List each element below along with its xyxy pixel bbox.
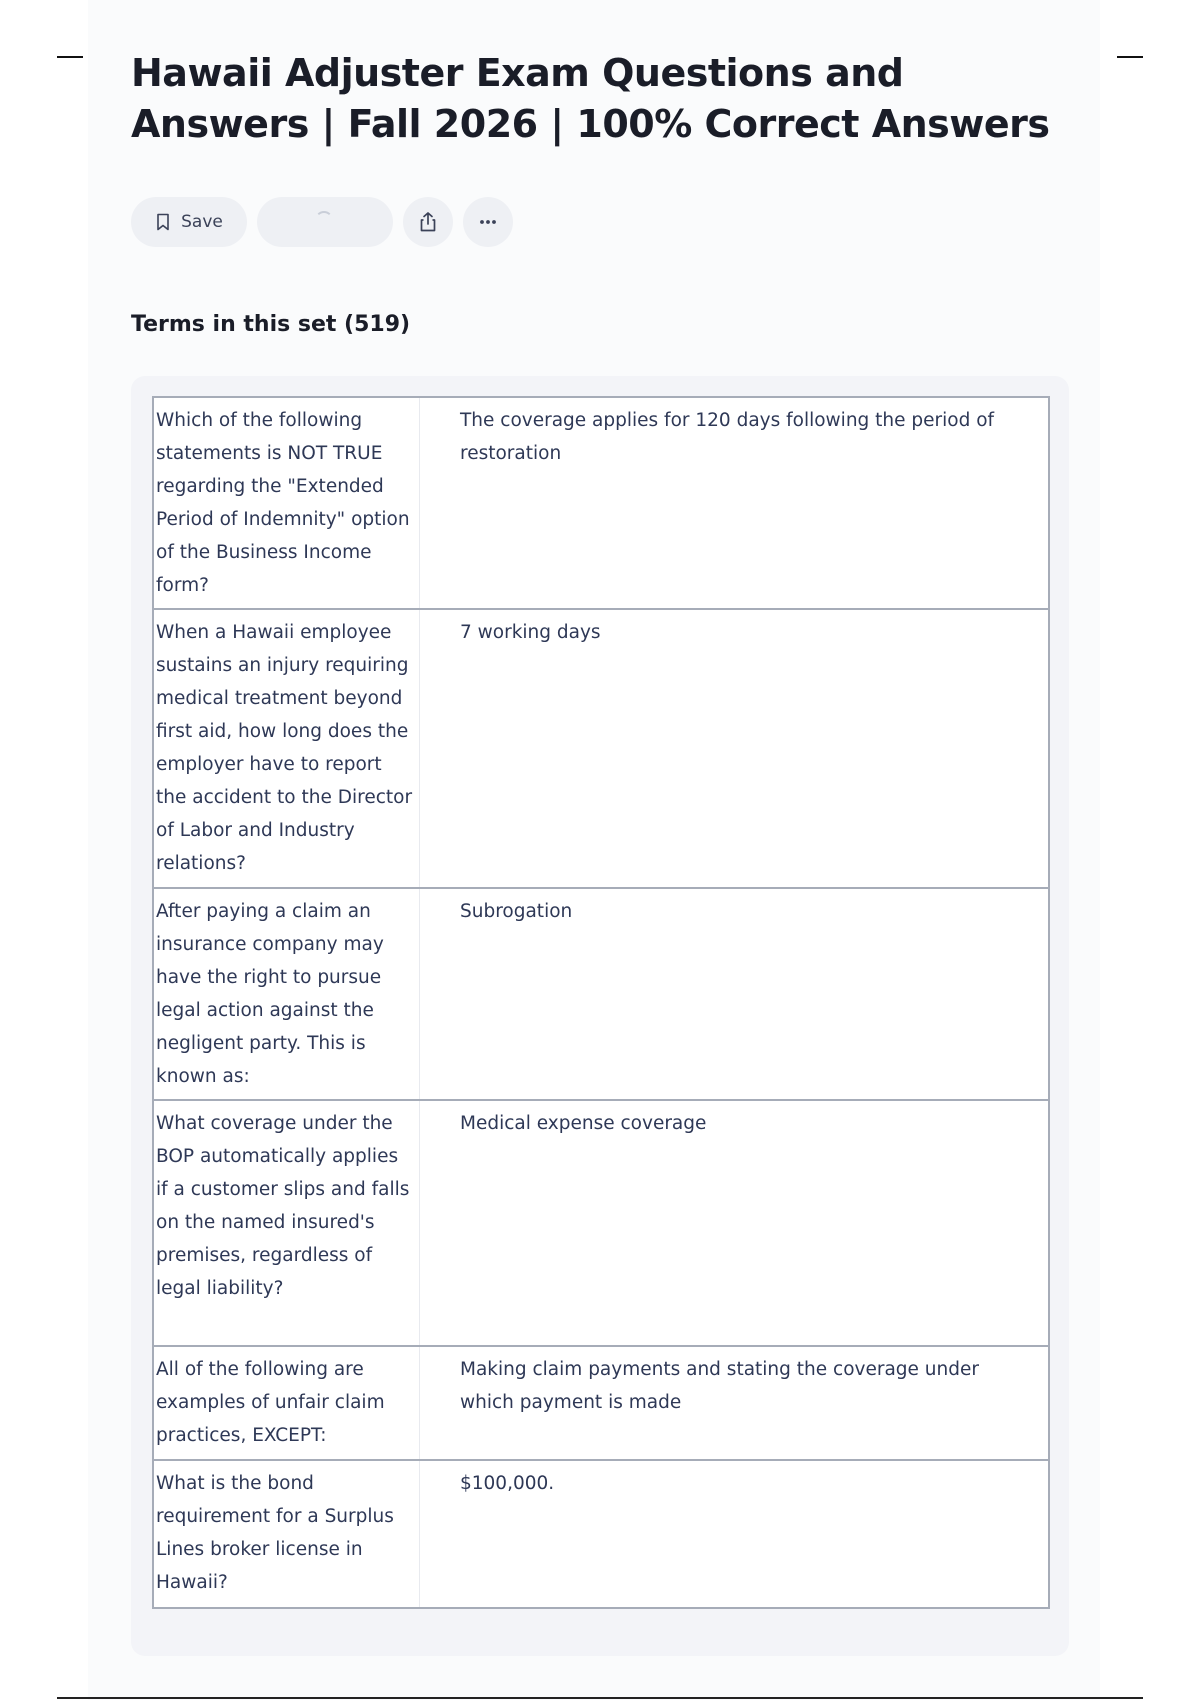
term-cell: What coverage under the BOP automatically applies if a customer slips and falls on the named insured's premises, regardless of legal liability? — [154, 1101, 420, 1345]
terms-heading: Terms in this set (519) — [131, 312, 411, 337]
table-row — [154, 610, 1048, 889]
definition-cell: Subrogation — [460, 901, 573, 922]
share-button[interactable] — [403, 197, 453, 247]
loading-button[interactable] — [257, 197, 393, 247]
term-cell: Which of the following statements is NOT TRUE regarding the "Extended Period of Indemnity" option of the Business Income form? — [154, 398, 420, 608]
more-options-icon — [477, 211, 499, 233]
table-row — [154, 1101, 1048, 1347]
table-row — [154, 1347, 1048, 1461]
page-title: Hawaii Adjuster Exam Questions and Answers | Fall 2026 | 100% Correct Answers — [131, 51, 1050, 146]
term-cell: What is the bond requirement for a Surplus Lines broker license in Hawaii? — [154, 1461, 420, 1607]
definition-cell: Medical expense coverage — [460, 1113, 707, 1134]
more-options-button[interactable] — [463, 197, 513, 247]
bookmark-icon — [155, 213, 171, 231]
term-cell: When a Hawaii employee sustains an injury requiring medical treatment beyond first aid, how long does the employer have to report the accident to the Director of Labor and Industry relations? — [154, 610, 420, 887]
terms-table — [152, 396, 1050, 1609]
definition-cell: The coverage applies for 120 days following the period of restoration — [460, 410, 995, 464]
table-row — [154, 889, 1048, 1101]
term-cell: After paying a claim an insurance company may have the right to pursue legal action against the negligent party. This is known as: — [154, 889, 420, 1099]
action-bar — [131, 196, 523, 248]
share-icon — [417, 211, 439, 233]
term-cell: All of the following are examples of unfair claim practices, EXCEPT: — [154, 1347, 420, 1459]
save-button[interactable] — [131, 197, 247, 247]
crop-mark-right — [1117, 56, 1143, 58]
bottom-rule — [57, 1697, 1143, 1699]
definition-cell: Making claim payments and stating the coverage under which payment is made — [460, 1359, 979, 1413]
table-row — [154, 1461, 1048, 1607]
definition-cell: $100,000. — [460, 1473, 555, 1494]
save-button-label: Save — [181, 212, 223, 232]
table-row — [154, 398, 1048, 610]
loading-spinner-icon — [315, 211, 333, 229]
definition-cell: 7 working days — [460, 622, 601, 643]
crop-mark-left — [57, 56, 83, 58]
